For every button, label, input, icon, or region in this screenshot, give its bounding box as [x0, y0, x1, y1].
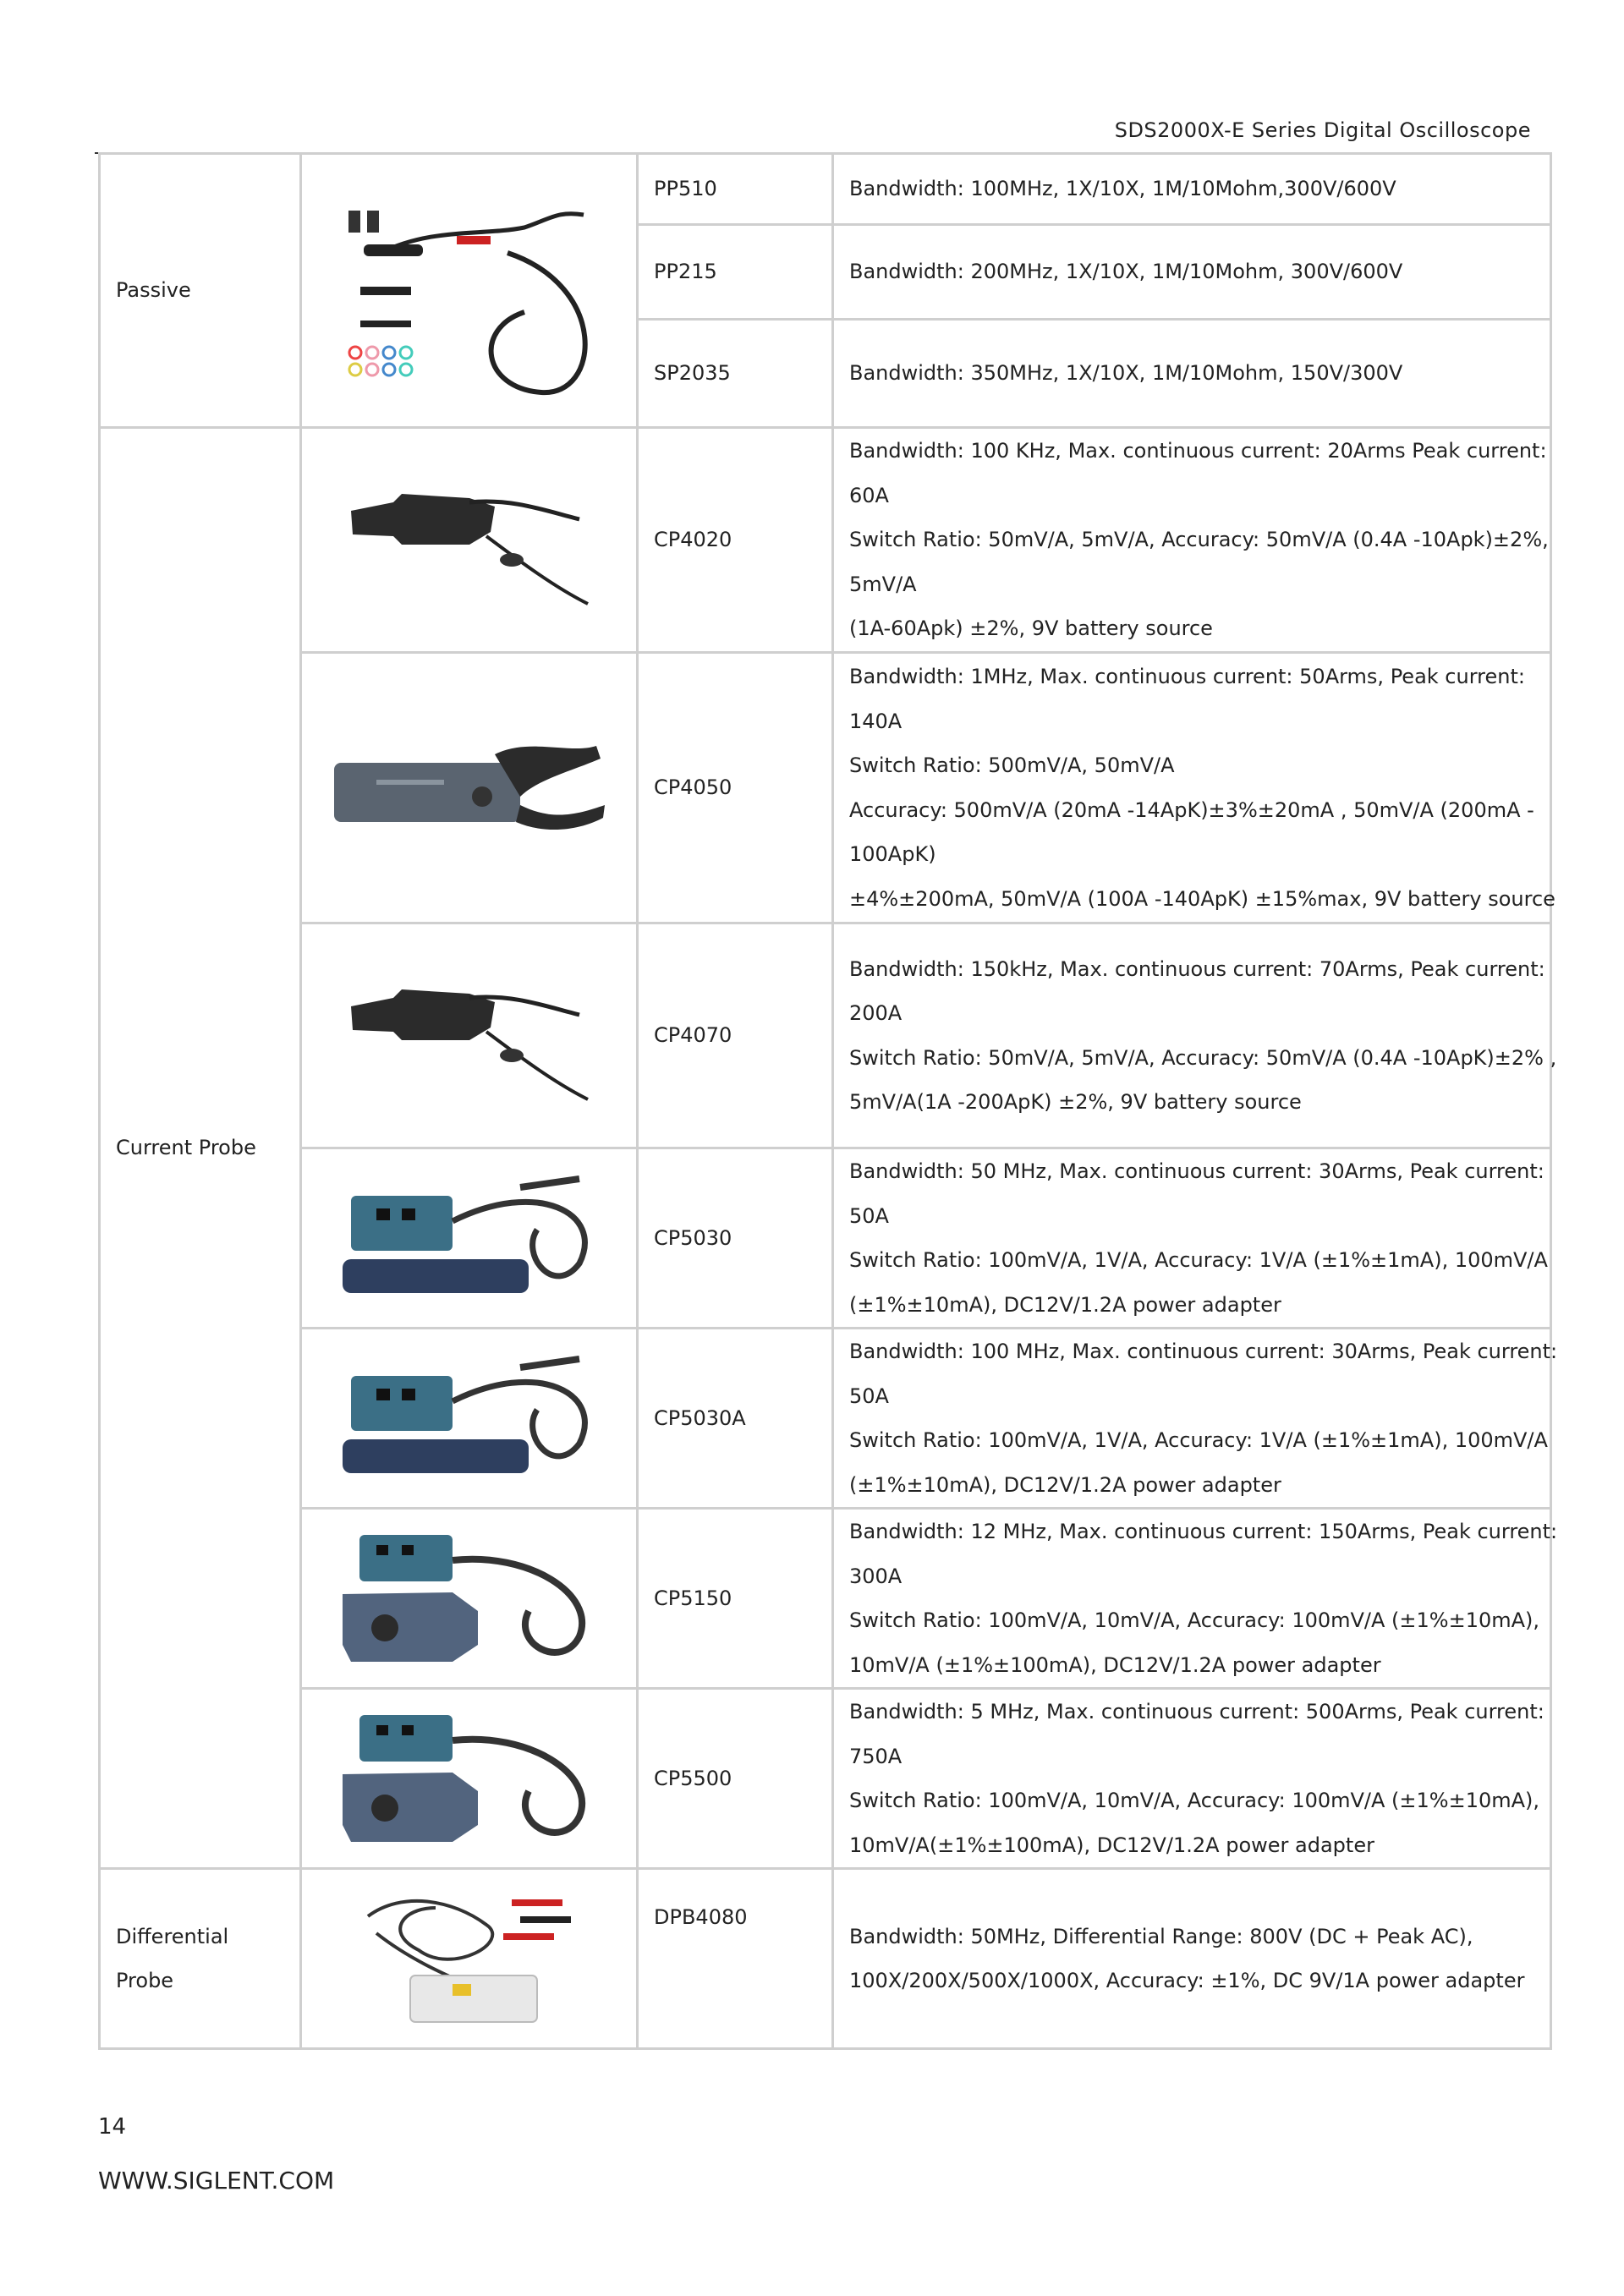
cp5030a-image — [301, 1329, 638, 1509]
description-line: 50A — [849, 1203, 889, 1228]
model-cell: PP215 — [638, 225, 833, 320]
cp5150-image — [301, 1509, 638, 1689]
category-cell: Passive — [100, 154, 301, 428]
description-line: Bandwidth: 100 MHz, Max. continuous current: 30Arms, Peak current: — [849, 1340, 1558, 1363]
table-row — [100, 653, 1551, 923]
table-row — [100, 1689, 1551, 1869]
table-row — [100, 154, 1551, 225]
description-line: (1A-60Apk) ±2%, 9V battery source — [849, 616, 1213, 641]
model-cell: CP4050 — [638, 653, 833, 923]
description-line: 5mV/A — [849, 572, 917, 596]
passive-probe-icon — [330, 177, 609, 405]
clamp-probe-icon — [326, 721, 613, 856]
description-cell — [833, 320, 1551, 428]
description-line: Switch Ratio: 500mV/A, 50mV/A — [849, 753, 1175, 777]
active-current-probe-icon — [326, 1698, 613, 1859]
description-line: 10mV/A (±1%±100mA), DC12V/1.2A power adapter — [849, 1652, 1381, 1677]
description-line: Switch Ratio: 50mV/A, 5mV/A, Accuracy: 50mV/A (0.4A -10Apk)±2%, — [849, 528, 1549, 552]
model-cell: CP4020 — [638, 428, 833, 653]
model-cell: CP5150 — [638, 1509, 833, 1689]
dpb4080-image — [301, 1869, 638, 2049]
model-cell: SP2035 — [638, 320, 833, 428]
description-cell — [833, 1869, 1551, 2049]
cp5030-image — [301, 1148, 638, 1329]
cp5500-image — [301, 1689, 638, 1869]
table-row — [100, 1509, 1551, 1689]
description-line: 50A — [849, 1384, 889, 1408]
description-line: Bandwidth: 150kHz, Max. continuous current: 70Arms, Peak current: — [849, 956, 1545, 981]
differential-probe-icon — [351, 1882, 588, 2035]
model-cell: PP510 — [638, 154, 833, 225]
description-line: 60A — [849, 483, 889, 507]
description-cell — [833, 653, 1555, 923]
probe-spec-table — [98, 152, 1558, 2050]
category-cell: Current Probe — [100, 428, 301, 1869]
description-line: (±1%±10mA), DC12V/1.2A power adapter — [849, 1472, 1281, 1497]
description-line: Switch Ratio: 100mV/A, 1V/A, Accuracy: 1V/A (±1%±1mA), 100mV/A — [849, 1248, 1548, 1272]
header-title: SDS2000X-E Series Digital Oscilloscope — [1114, 118, 1531, 142]
description-line: Bandwidth: 100 KHz, Max. continuous current: 20Arms Peak current: — [849, 439, 1547, 463]
description-line: 10mV/A(±1%±100mA), DC12V/1.2A power adapter — [849, 1833, 1374, 1857]
description-line: Bandwidth: 5 MHz, Max. continuous current: 500Arms, Peak current: — [849, 1700, 1544, 1723]
description-line: 100ApK) — [849, 842, 936, 866]
cp4020-image — [301, 428, 638, 653]
description-line: Bandwidth: 50MHz, Differential Range: 800V (DC + Peak AC), — [849, 1924, 1473, 1948]
table-row — [100, 1329, 1551, 1509]
cp4050-image — [301, 653, 638, 923]
model-cell: CP5030A — [638, 1329, 833, 1509]
description-cell — [833, 1148, 1551, 1329]
description-cell — [833, 428, 1551, 653]
description-line: 140A — [849, 709, 903, 733]
table-row — [100, 1148, 1551, 1329]
description-cell — [833, 1509, 1558, 1689]
active-current-probe-icon — [326, 1518, 613, 1679]
description-cell — [833, 225, 1551, 320]
description-cell — [833, 923, 1557, 1148]
description-line: 750A — [849, 1744, 903, 1768]
description-line: Bandwidth: 12 MHz, Max. continuous current: 150Arms, Peak current: — [849, 1520, 1558, 1543]
description-cell — [833, 154, 1551, 225]
description-line: Bandwidth: 100MHz, 1X/10X, 1M/10Mohm,300V/600V — [849, 177, 1396, 201]
description-line: ±4%±200mA, 50mV/A (100A -140ApK) ±15%max, 9V battery source — [849, 886, 1555, 911]
description-line: Switch Ratio: 50mV/A, 5mV/A, Accuracy: 50mV/A (0.4A -10ApK)±2% , — [849, 1045, 1557, 1070]
description-line: 300A — [849, 1564, 903, 1588]
cp4070-image — [301, 923, 638, 1148]
description-line: 5mV/A(1A -200ApK) ±2%, 9V battery source — [849, 1090, 1302, 1114]
active-current-probe-icon — [326, 1342, 613, 1494]
category-cell: Differential Probe — [100, 1869, 301, 2049]
description-line: 100X/200X/500X/1000X, Accuracy: ±1%, DC 9V/1A power adapter — [849, 1969, 1525, 1992]
clamp-probe-icon — [343, 956, 596, 1116]
table-row — [100, 428, 1551, 653]
description-line: 200A — [849, 1001, 903, 1025]
description-cell — [833, 1689, 1551, 1869]
model-cell: DPB4080 — [638, 1869, 833, 2049]
description-line: (±1%±10mA), DC12V/1.2A power adapter — [849, 1292, 1281, 1317]
passive-probe-image — [301, 154, 638, 428]
description-line: Switch Ratio: 100mV/A, 10mV/A, Accuracy: 100mV/A (±1%±10mA), — [849, 1789, 1540, 1812]
page-header — [95, 117, 1531, 154]
model-cell: CP4070 — [638, 923, 833, 1148]
description-line: Bandwidth: 1MHz, Max. continuous current: 50Arms, Peak current: — [849, 665, 1525, 688]
description-line: Bandwidth: 350MHz, 1X/10X, 1M/10Mohm, 150V/300V — [849, 361, 1403, 386]
model-cell: CP5030 — [638, 1148, 833, 1329]
model-cell: CP5500 — [638, 1689, 833, 1869]
page-number: 14 — [98, 2114, 127, 2140]
clamp-probe-icon — [343, 460, 596, 621]
table-row — [100, 1869, 1551, 2049]
description-line: Bandwidth: 50 MHz, Max. continuous current: 30Arms, Peak current: — [849, 1159, 1544, 1183]
description-line: Switch Ratio: 100mV/A, 10mV/A, Accuracy: 100mV/A (±1%±10mA), — [849, 1608, 1540, 1632]
description-line: Bandwidth: 200MHz, 1X/10X, 1M/10Mohm, 300V/600V — [849, 260, 1403, 284]
description-line: Accuracy: 500mV/A (20mA -14ApK)±3%±20mA , 50mV/A (200mA - — [849, 797, 1534, 822]
description-line: Switch Ratio: 100mV/A, 1V/A, Accuracy: 1V/A (±1%±1mA), 100mV/A — [849, 1428, 1548, 1452]
website-url: WWW.SIGLENT.COM — [98, 2167, 335, 2195]
active-current-probe-icon — [326, 1162, 613, 1314]
table-row — [100, 923, 1551, 1148]
description-cell — [833, 1329, 1558, 1509]
